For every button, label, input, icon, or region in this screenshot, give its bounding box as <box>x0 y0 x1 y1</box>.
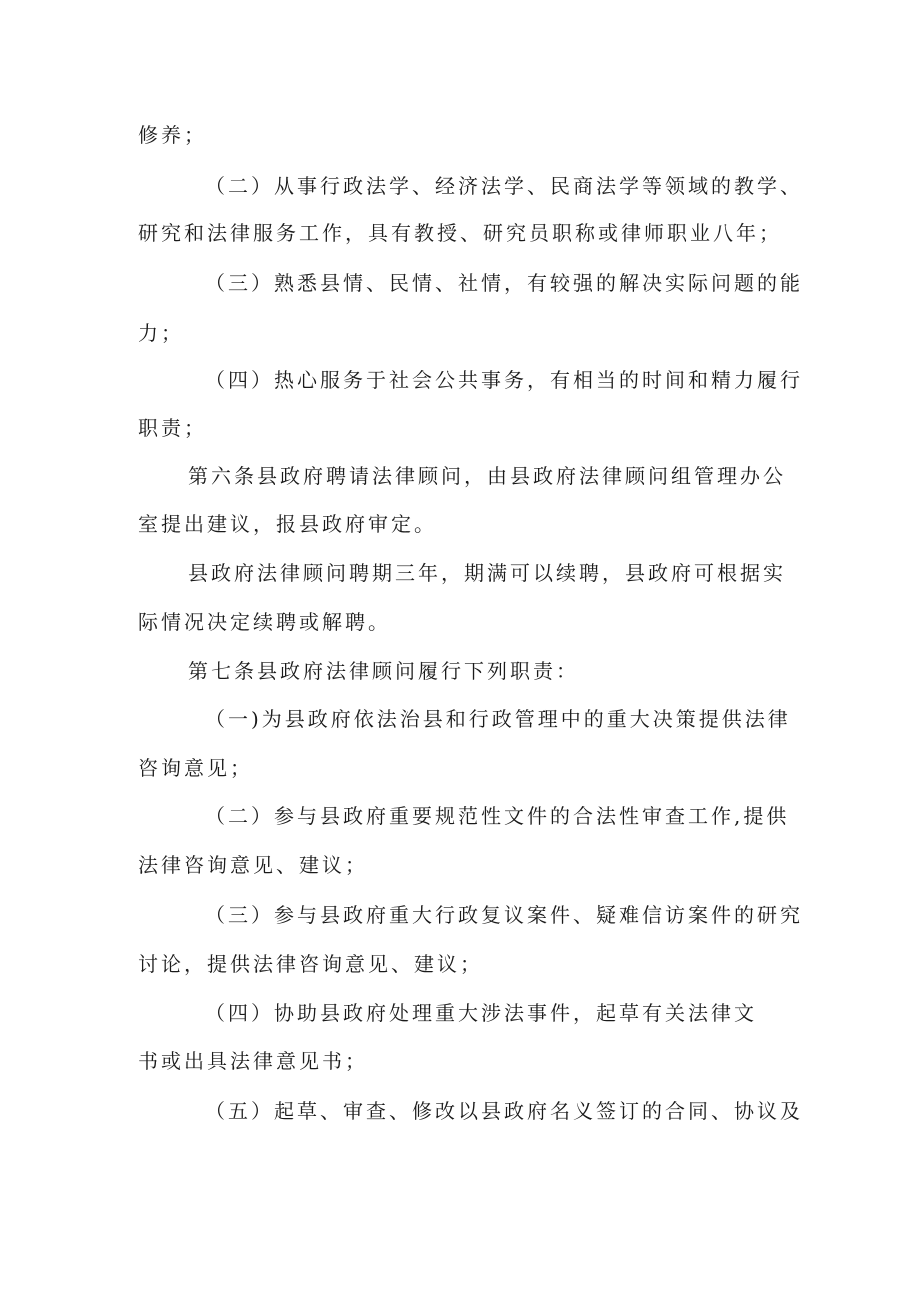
text-line: 讨论，提供法律咨询意见、建议； <box>138 952 483 976</box>
text-line: （三）熟悉县情、民情、社情，有较强的解决实际问题的能 <box>205 271 803 295</box>
text-line: （四）协助县政府处理重大涉法事件，起草有关法律文 <box>205 1001 757 1025</box>
text-line: （二）参与县政府重要规范性文件的合法性审查工作,提供 <box>205 804 790 828</box>
text-line: （三）参与县政府重大行政复议案件、疑难信访案件的研究 <box>205 903 803 927</box>
text-line: 第六条县政府聘请法律顾问，由县政府法律顾问组管理办公 <box>188 464 786 488</box>
text-line: 修养； <box>138 123 207 147</box>
text-line: （四）热心服务于社会公共事务，有相当的时间和精力履行 <box>205 368 803 392</box>
text-line: 书或出具法律意见书； <box>138 1049 368 1073</box>
text-line: （一)为县政府依法治县和行政管理中的重大决策提供法律 <box>205 707 791 731</box>
text-line: 职责； <box>138 416 207 440</box>
text-line: （五）起草、审查、修改以县政府名义签订的合同、协议及 <box>205 1099 803 1123</box>
text-line: 第七条县政府法律顾问履行下列职责： <box>188 659 579 683</box>
text-line: 法律咨询意见、建议； <box>138 853 368 877</box>
text-line: 力； <box>138 321 184 345</box>
text-line: 研究和法律服务工作，具有教授、研究员职称或律师职业八年； <box>138 221 782 245</box>
text-line: 咨询意见； <box>138 756 253 780</box>
text-line: 县政府法律顾问聘期三年，期满可以续聘，县政府可根据实 <box>188 561 786 585</box>
text-line: （二）从事行政法学、经济法学、民商法学等领域的教学、 <box>205 174 803 198</box>
text-line: 际情况决定续聘或解聘。 <box>138 610 391 634</box>
text-line: 室提出建议，报县政府审定。 <box>138 512 437 536</box>
